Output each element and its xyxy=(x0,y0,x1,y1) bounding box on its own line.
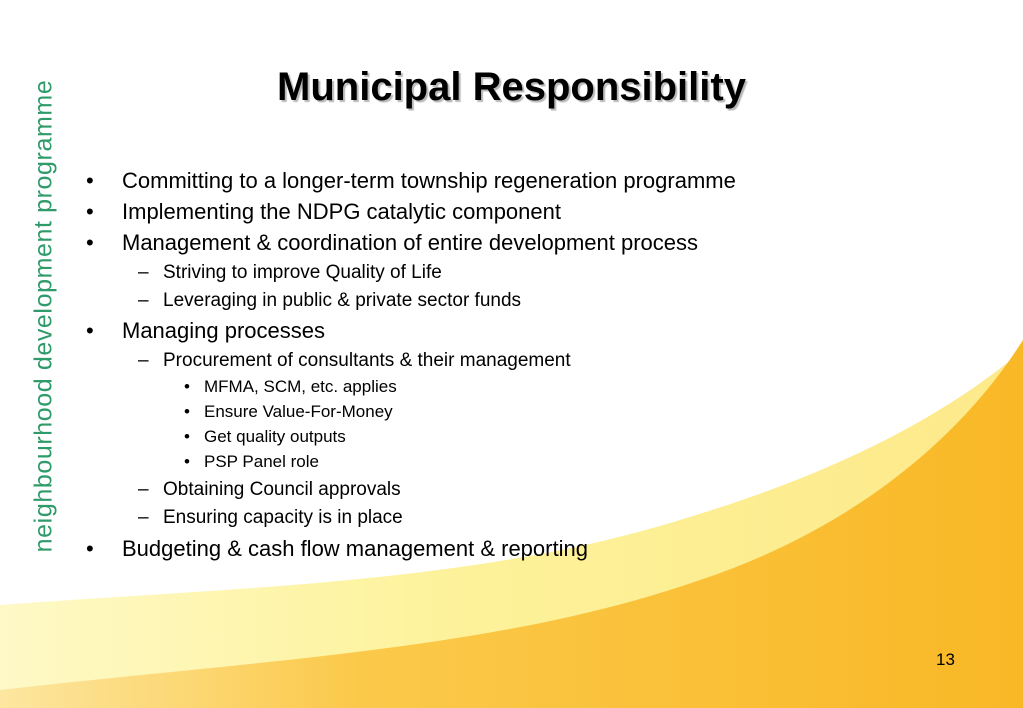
bullet-text: MFMA, SCM, etc. applies xyxy=(204,377,397,396)
bullet-text: Committing to a longer-term township regeneration programme xyxy=(122,168,736,193)
bullet-marker: • xyxy=(86,536,94,561)
dash-marker: – xyxy=(138,479,149,500)
dash-marker: – xyxy=(138,262,149,283)
page-number: 13 xyxy=(936,650,955,669)
bullet-text: Striving to improve Quality of Life xyxy=(163,262,442,283)
dash-marker: – xyxy=(138,350,149,371)
side-vertical-text: neighbourhood development programme xyxy=(29,79,58,553)
bullet-text: Managing processes xyxy=(122,318,326,343)
bullet-text: Implementing the NDPG catalytic component xyxy=(122,199,561,224)
bullet-marker: • xyxy=(184,377,190,396)
slide-title: Municipal Responsibility xyxy=(277,65,746,109)
bullet-marker: • xyxy=(184,402,190,421)
bullet-marker: • xyxy=(86,168,94,193)
bullet-text: Procurement of consultants & their management xyxy=(163,350,571,371)
bullet-text: Leveraging in public & private sector funds xyxy=(163,290,522,311)
bullet-text: Get quality outputs xyxy=(204,427,346,446)
bullet-marker: • xyxy=(184,427,190,446)
bullet-text: Ensuring capacity is in place xyxy=(163,507,403,528)
dash-marker: – xyxy=(138,290,149,311)
bullet-text: Obtaining Council approvals xyxy=(163,479,401,500)
bullet-marker: • xyxy=(86,199,94,224)
bullet-text: Ensure Value-For-Money xyxy=(204,402,393,421)
bullet-text: PSP Panel role xyxy=(204,452,319,471)
bullet-marker: • xyxy=(184,452,190,471)
bullet-marker: • xyxy=(86,230,94,255)
bullet-marker: • xyxy=(86,318,94,343)
dash-marker: – xyxy=(138,507,149,528)
bullet-text: Management & coordination of entire development process xyxy=(122,230,699,255)
bullet-text: Budgeting & cash flow management & reporting xyxy=(122,536,588,561)
